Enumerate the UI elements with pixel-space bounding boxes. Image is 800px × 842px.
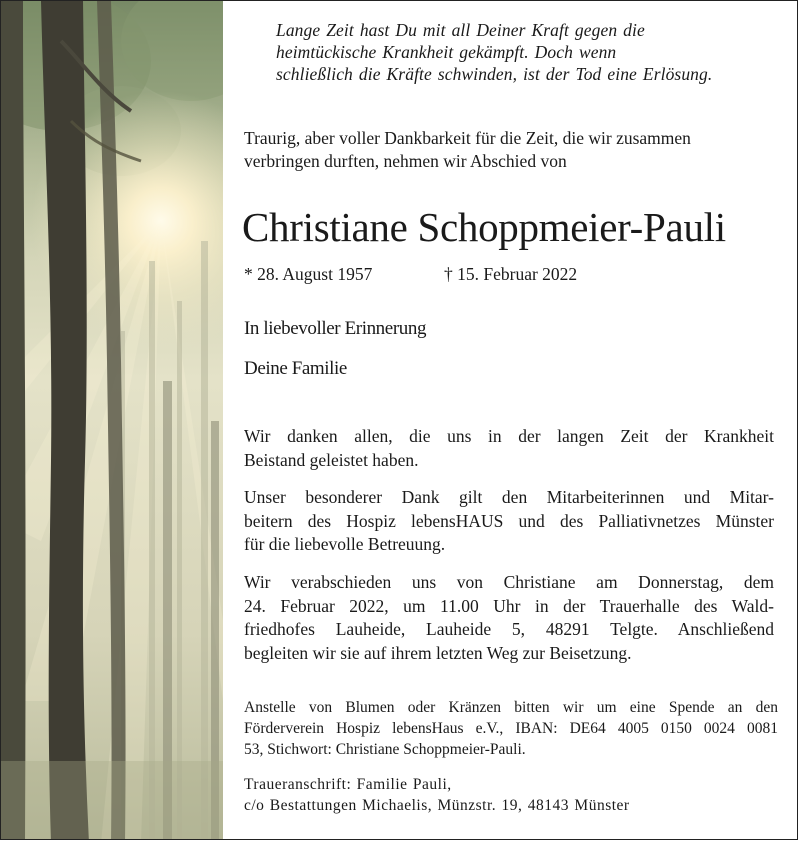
funeral-line: begleiten wir sie auf ihrem letzten Weg zur Beisetzung. xyxy=(244,642,632,663)
intro-line: Traurig, aber voller Dankbarkeit für die Zeit, die wir zusammen xyxy=(244,128,691,148)
birth-date: * 28. August 1957 xyxy=(244,264,373,284)
thanks-line: beitern des Hospiz lebensHAUS und des Palliativnetzes Münster xyxy=(244,510,774,531)
funeral-line: friedhofes Lauheide, Lauheide 5, 48291 Telgte. Anschließend xyxy=(244,619,774,639)
donation-line: 53, Stichwort: Christiane Schoppmeier-Pauli. xyxy=(244,741,526,758)
forest-sunlight-image xyxy=(1,1,223,840)
address-line: c/o Bestattungen Michaelis, Münzstr. 19, 48143 Münster xyxy=(244,797,630,814)
death-date: † 15. Februar 2022 xyxy=(444,264,578,284)
donation-line: Anstelle von Blumen oder Kränzen bitten wir um eine Spende an den xyxy=(244,699,778,716)
thanks-paragraph xyxy=(244,425,774,472)
intro-line: verbringen durften, nehmen wir Abschied von xyxy=(244,151,567,171)
deceased-name: Christiane Schoppmeier-Pauli xyxy=(242,204,726,250)
funeral-paragraph xyxy=(244,571,774,665)
thanks-line: für die liebevolle Betreuung. xyxy=(244,534,446,554)
thanks-line: Unser besonderer Dank gilt den Mitarbeiterinnen und Mitar- xyxy=(244,487,774,507)
address-line: Traueranschrift: Familie Pauli, xyxy=(244,776,452,793)
thanks-line: Beistand geleistet haben. xyxy=(244,449,419,470)
thanks-line: Wir danken allen, die uns in der langen Zeit der Krankheit xyxy=(244,426,774,446)
memory-line: In liebevoller Erinnerung xyxy=(244,318,427,339)
intro-text xyxy=(244,127,784,173)
funeral-line: Wir verabschieden uns von Christiane am Donnerstag, dem xyxy=(244,572,774,592)
motto-line: schließlich die Kräfte schwinden, ist der Tod eine Erlösung. xyxy=(276,64,713,84)
life-dates xyxy=(244,263,578,285)
motto-line: Lange Zeit hast Du mit all Deiner Kraft gegen die xyxy=(276,20,645,40)
family-signature: Deine Familie xyxy=(244,358,347,379)
motto-line: heimtückische Krankheit gekämpft. Doch wenn xyxy=(276,42,617,62)
motto-verse xyxy=(276,19,791,85)
special-thanks-paragraph xyxy=(244,486,774,557)
donation-note xyxy=(244,697,778,760)
funeral-line: 24. Februar 2022, um 11.00 Uhr in der Trauerhalle des Wald- xyxy=(244,595,774,616)
mourning-address xyxy=(244,774,630,816)
donation-line: Förderverein Hospiz lebensHaus e.V., IBAN: DE64 4005 0150 0024 0081 xyxy=(244,720,778,737)
obituary-content xyxy=(223,1,798,840)
